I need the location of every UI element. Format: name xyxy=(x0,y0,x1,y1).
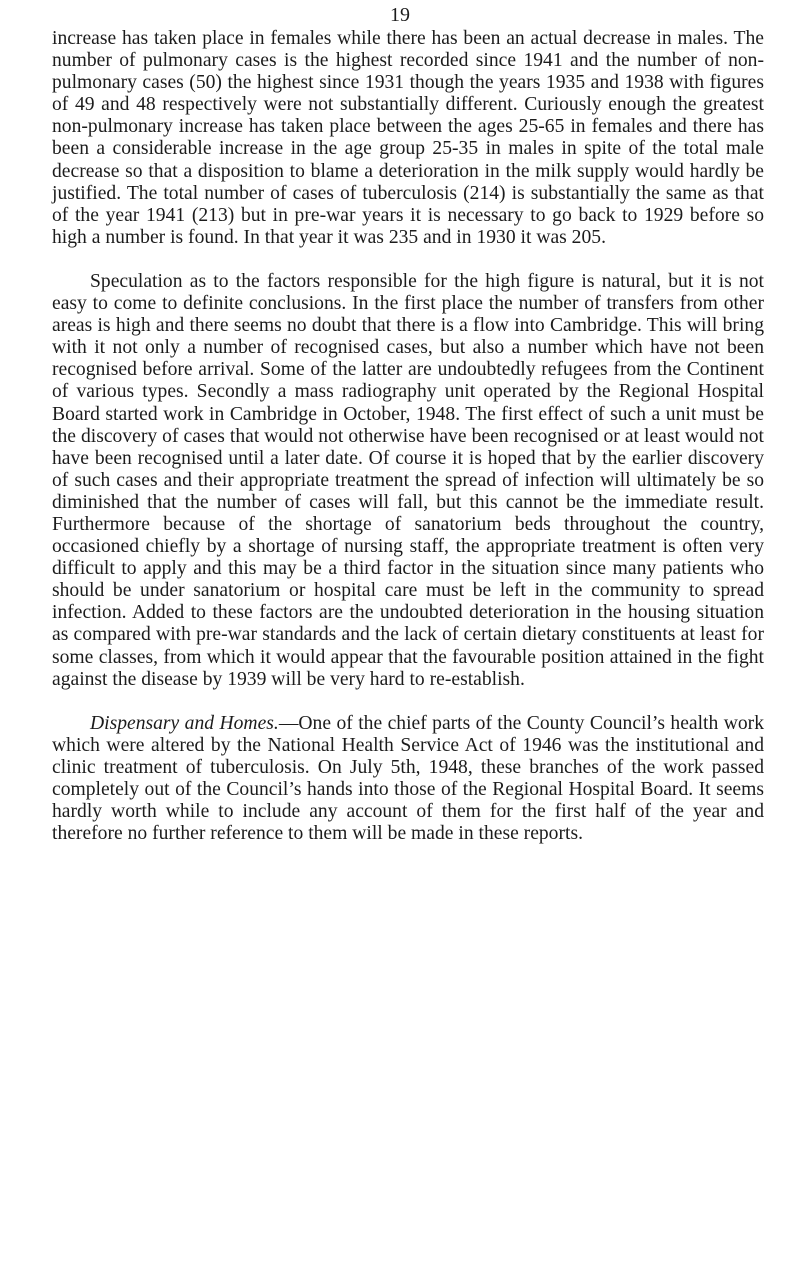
paragraph-text: Speculation as to the factors responsible for the high figure is natural, but it is not easy to come to definite conclusions. In the first place the number of transfers from other areas is high and there seems no doubt that there is a flow into Cambridge. This will bring with it not only a number of recognised cases, but also a number which have not been recognised before arrival. Some of the latter are undoubtedly refugees from the Continent of various types. Secondly a mass radiography unit operated by the Regional Hospital Board started work in Cambridge in October, 1948. The first effect of such a unit must be the discovery of cases that would not otherwise have been recognised or at least would not have been recognised until a later date. Of course it is hoped that by the earlier discovery of such cases and their appropriate treatment the spread of infection will ultimately be so diminished that the number of cases will fall, but this cannot be the immediate result. Furthermore because of the shortage of sanatorium beds throughout the country, occasioned chiefly by a shortage of nursing staff, the appropriate treatment is often very difficult to apply and this may be a third factor in the situation since many patients who should be under sanatorium or hospital care must be left in the community to spread infection. Added to these factors are the undoubted deterioration in the housing situation as compared with pre-war standards and the lack of certain dietary constituents at least for some classes, from which it would appear that the favourable position attained in the fight against the disease by 1939 will be very hard to re-establish. xyxy=(52,270,764,690)
paragraph-continuation xyxy=(52,28,764,249)
section-heading: Dispensary and Homes. xyxy=(90,712,279,734)
paragraph-text: increase has taken place in females while there has been an actual decrease in males. The number of pulmonary cases is the highest recorded since 1941 and the number of non-pulmonary cases (50) the highest since 1931 though the years 1935 and 1938 with figures of 49 and 48 respectively were not substantially different. Curiously enough the greatest non-pulmonary increase has taken place between the ages 25-65 in females and there has been a considerable increase in the age group 25-35 in males in spite of the total male decrease so that a disposition to blame a deterioration in the milk supply would hardly be justified. The total number of cases of tuberculosis (214) is substantially the same as that of the year 1941 (213) but in pre-war years it is necessary to go back to 1929 before so high a number is found. In that year it was 235 and in 1930 it was 205. xyxy=(52,28,764,248)
page-number: 19 xyxy=(390,4,410,26)
paragraph-speculation xyxy=(52,271,764,691)
body-text xyxy=(52,28,764,845)
paragraph-dispensary xyxy=(52,713,764,846)
paragraph-text: —One of the chief parts of the County Council’s health work which were altered by the National Health Service Act of 1946 was the institutional and clinic treatment of tuberculosis. On July 5th, 1948, these branches of the work passed completely out of the Council’s hands into those of the Regional Hospital Board. It seems hardly worth while to include any account of them for the first half of the year and therefore no further reference to them will be made in these reports. xyxy=(52,712,764,845)
